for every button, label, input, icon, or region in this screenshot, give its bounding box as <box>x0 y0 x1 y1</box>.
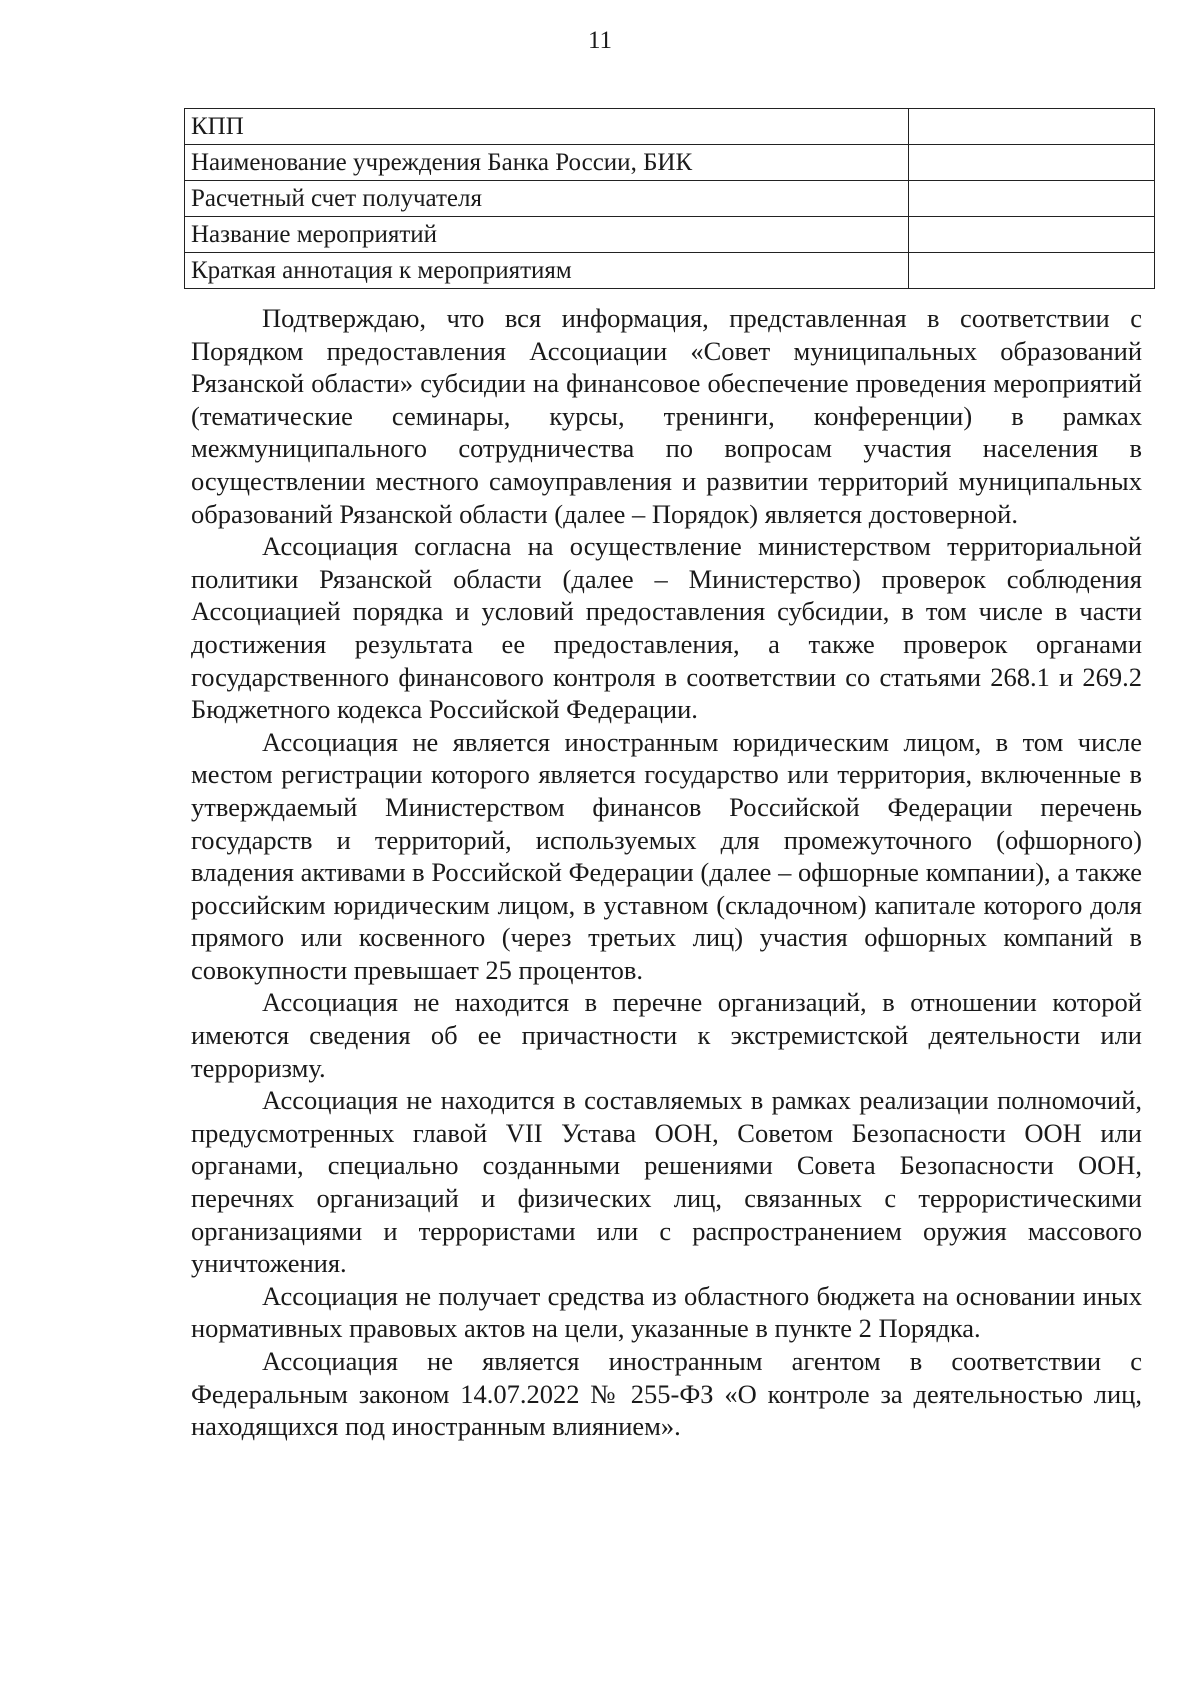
table-row <box>185 181 1155 217</box>
row-value-events <box>909 217 1155 253</box>
row-value-bank <box>909 145 1155 181</box>
paragraph-not-sanctioned: Ассоциация не находится в составляемых в рамках реализации полномочий, предусмотренных главой VII Устава ООН, Советом Безопасности ООН или органами, специально созданными решениями Совета Безопасности ООН, перечнях организаций и физических лиц, связанных с террористическими организациями и террористами или с распространением оружия массового уничтожения. <box>191 1085 1142 1279</box>
table-row <box>185 145 1155 181</box>
table-row <box>185 109 1155 145</box>
row-label-events: Название мероприятий <box>185 217 909 253</box>
row-label-bank: Наименование учреждения Банка России, БИК <box>185 145 909 181</box>
row-label-account: Расчетный счет получателя <box>185 181 909 217</box>
paragraph-not-foreign-entity: Ассоциация не является иностранным юридическим лицом, в том числе местом регистрации которого является государство или территория, включенные в утверждаемый Министерством финансов Российской Федерации перечень государств и территорий, используемых для промежуточного (офшорного) владения активами в Российской Федерации (далее – офшорные компании), а также российским юридическим лицом, в уставном (складочном) капитале которого доля прямого или косвенного (через третьих лиц) участия офшорных компаний в совокупности превышает 25 процентов. <box>191 726 1142 985</box>
table-row <box>185 217 1155 253</box>
paragraph-not-foreign-agent: Ассоциация не является иностранным агентом в соответствии с Федеральным законом 14.07.2022 № 255-ФЗ «О контроле за деятельностью лиц, находящихся под иностранным влиянием». <box>191 1346 1142 1442</box>
paragraph-no-other-funding: Ассоциация не получает средства из областного бюджета на основании иных нормативных правовых актов на цели, указанные в пункте 2 Порядка. <box>191 1280 1142 1344</box>
row-value-account <box>909 181 1155 217</box>
row-value-kpp <box>909 109 1155 145</box>
table-row <box>185 253 1155 289</box>
paragraph-inspections-consent: Ассоциация согласна на осуществление министерством территориальной политики Рязанской области (далее – Министерство) проверок соблюдения Ассоциацией порядка и условий предоставления субсидии, в том числе в части достижения результата ее предоставления, а также проверок органами государственного финансового контроля в соответствии со статьями 268.1 и 269.2 Бюджетного кодекса Российской Федерации. <box>191 531 1142 725</box>
paragraph-not-extremist: Ассоциация не находится в перечне организаций, в отношении которой имеются сведения об ее причастности к экстремистской деятельности или терроризму. <box>191 987 1142 1083</box>
row-label-kpp: КПП <box>185 109 909 145</box>
row-label-annotation: Краткая аннотация к мероприятиям <box>185 253 909 289</box>
page-number: 11 <box>587 27 613 54</box>
declaration-text <box>191 302 1142 1443</box>
recipient-info-table <box>184 108 1155 289</box>
row-value-annotation <box>909 253 1155 289</box>
paragraph-confirmation: Подтверждаю, что вся информация, представленная в соответствии с Порядком предоставления Ассоциации «Совет муниципальных образований Рязанской области» субсидии на финансовое обеспечение проведения мероприятий (тематические семинары, курсы, тренинги, конференции) в рамках межмуниципального сотрудничества по вопросам участия населения в осуществлении местного самоуправления и развитии территорий муниципальных образований Рязанской области (далее – Порядок) является достоверной. <box>191 303 1142 529</box>
